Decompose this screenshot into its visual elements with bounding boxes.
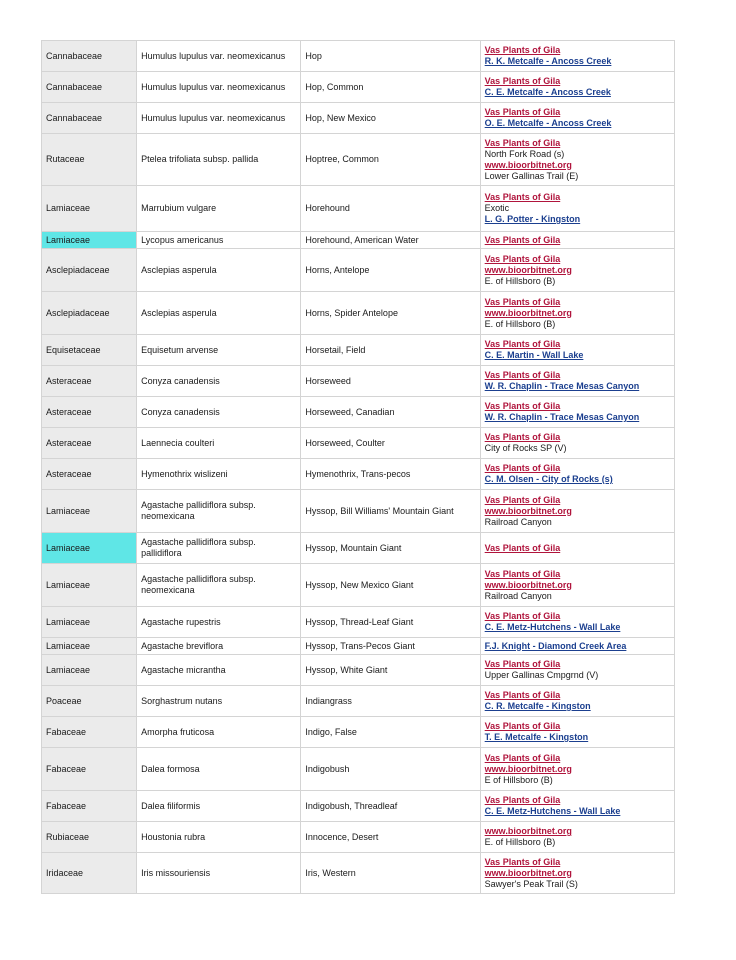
- family-cell: Rubiaceae: [42, 822, 137, 853]
- table-row: [42, 186, 675, 232]
- family-cell: Lamiaceae: [42, 655, 137, 686]
- common-name-cell: Hyssop, Thread-Leaf Giant: [301, 607, 480, 638]
- common-name-cell: Hop, New Mexico: [301, 103, 480, 134]
- reference-link[interactable]: Vas Plants of Gila: [484, 721, 561, 731]
- family-cell: Lamiaceae: [42, 232, 137, 249]
- reference-link[interactable]: www.bioorbitnet.org: [484, 307, 572, 318]
- reference-cell: [480, 655, 674, 686]
- reference-link[interactable]: www.bioorbitnet.org: [484, 867, 572, 878]
- reference-link[interactable]: Vas Plants of Gila: [484, 192, 561, 202]
- common-name-cell: Hymenothrix, Trans-pecos: [301, 459, 480, 490]
- scientific-name-cell: Humulus lupulus var. neomexicanus: [137, 41, 301, 72]
- scientific-name-cell: Hymenothrix wislizeni: [137, 459, 301, 490]
- reference-link[interactable]: www.bioorbitnet.org: [484, 505, 572, 516]
- common-name-cell: Innocence, Desert: [301, 822, 480, 853]
- reference-cell: [480, 103, 674, 134]
- family-cell: Equisetaceae: [42, 335, 137, 366]
- observer-link[interactable]: L. G. Potter - Kingston: [484, 214, 581, 224]
- observer-link[interactable]: C. E. Metz-Hutchens - Wall Lake: [484, 622, 621, 632]
- reference-link[interactable]: Vas Plants of Gila: [484, 795, 561, 805]
- scientific-name-cell: Marrubium vulgare: [137, 186, 301, 232]
- reference-cell: [480, 41, 674, 72]
- location-note: North Fork Road (s): [484, 148, 565, 159]
- table-row: [42, 607, 675, 638]
- scientific-name-cell: Humulus lupulus var. neomexicanus: [137, 72, 301, 103]
- location-note: Upper Gallinas Cmpgrnd (V): [484, 670, 599, 680]
- table-row: [42, 638, 675, 655]
- observer-link[interactable]: O. E. Metcalfe - Ancoss Creek: [484, 118, 612, 128]
- scientific-name-cell: Asclepias asperula: [137, 292, 301, 335]
- common-name-cell: Hyssop, Trans-Pecos Giant: [301, 638, 480, 655]
- table-row: [42, 249, 675, 292]
- common-name-cell: Hyssop, Bill Williams' Mountain Giant: [301, 490, 480, 533]
- family-cell: Lamiaceae: [42, 490, 137, 533]
- reference-link[interactable]: www.bioorbitnet.org: [484, 579, 572, 590]
- reference-cell: [480, 459, 674, 490]
- observer-link[interactable]: C. E. Metz-Hutchens - Wall Lake: [484, 806, 621, 816]
- common-name-cell: Indigobush, Threadleaf: [301, 791, 480, 822]
- family-cell: Fabaceae: [42, 717, 137, 748]
- scientific-name-cell: Conyza canadensis: [137, 366, 301, 397]
- family-cell: Asteraceae: [42, 459, 137, 490]
- common-name-cell: Hop: [301, 41, 480, 72]
- table-row: [42, 533, 675, 564]
- table-row: [42, 791, 675, 822]
- location-note: Exotic: [484, 203, 510, 213]
- common-name-cell: Indigobush: [301, 748, 480, 791]
- reference-link[interactable]: Vas Plants of Gila: [484, 752, 561, 763]
- reference-link[interactable]: Vas Plants of Gila: [484, 339, 561, 349]
- reference-link[interactable]: Vas Plants of Gila: [484, 76, 561, 86]
- common-name-cell: Horns, Spider Antelope: [301, 292, 480, 335]
- location-note: E. of Hillsboro (B): [484, 318, 556, 329]
- table-row: [42, 232, 675, 249]
- table-row: [42, 717, 675, 748]
- observer-link[interactable]: R. K. Metcalfe - Ancoss Creek: [484, 56, 612, 66]
- reference-link[interactable]: Vas Plants of Gila: [484, 494, 561, 505]
- family-cell: Asteraceae: [42, 366, 137, 397]
- common-name-cell: Hop, Common: [301, 72, 480, 103]
- reference-cell: [480, 638, 674, 655]
- family-cell: Asteraceae: [42, 428, 137, 459]
- observer-link[interactable]: T. E. Metcalfe - Kingston: [484, 732, 589, 742]
- reference-cell: [480, 335, 674, 366]
- common-name-cell: Iris, Western: [301, 853, 480, 894]
- reference-cell: [480, 853, 674, 894]
- table-row: [42, 72, 675, 103]
- reference-cell: [480, 607, 674, 638]
- reference-link[interactable]: www.bioorbitnet.org: [484, 826, 572, 836]
- table-row: [42, 41, 675, 72]
- family-cell: Lamiaceae: [42, 186, 137, 232]
- reference-link[interactable]: Vas Plants of Gila: [484, 568, 561, 579]
- reference-cell: [480, 72, 674, 103]
- reference-cell: [480, 822, 674, 853]
- observer-link[interactable]: C. E. Metcalfe - Ancoss Creek: [484, 87, 611, 97]
- common-name-cell: Hoptree, Common: [301, 134, 480, 186]
- reference-cell: [480, 134, 674, 186]
- observer-link[interactable]: W. R. Chaplin - Trace Mesas Canyon: [484, 381, 640, 391]
- scientific-name-cell: Lycopus americanus: [137, 232, 301, 249]
- reference-link[interactable]: www.bioorbitnet.org: [484, 159, 572, 170]
- common-name-cell: Hyssop, White Giant: [301, 655, 480, 686]
- reference-link[interactable]: Vas Plants of Gila: [484, 432, 561, 442]
- reference-cell: [480, 249, 674, 292]
- table-row: [42, 397, 675, 428]
- reference-cell: [480, 292, 674, 335]
- scientific-name-cell: Agastache pallidiflora subsp. neomexicana: [137, 490, 301, 533]
- family-cell: Asclepiadaceae: [42, 292, 137, 335]
- family-cell: Lamiaceae: [42, 533, 137, 564]
- table-row: [42, 335, 675, 366]
- table-row: [42, 428, 675, 459]
- observer-link[interactable]: W. R. Chaplin - Trace Mesas Canyon: [484, 412, 640, 422]
- common-name-cell: Horehound: [301, 186, 480, 232]
- scientific-name-cell: Conyza canadensis: [137, 397, 301, 428]
- reference-cell: [480, 397, 674, 428]
- scientific-name-cell: Laennecia coulteri: [137, 428, 301, 459]
- scientific-name-cell: Equisetum arvense: [137, 335, 301, 366]
- observer-link[interactable]: C. E. Martin - Wall Lake: [484, 350, 584, 360]
- family-cell: Rutaceae: [42, 134, 137, 186]
- table-row: [42, 822, 675, 853]
- species-table-body: [42, 41, 675, 894]
- family-cell: Fabaceae: [42, 791, 137, 822]
- scientific-name-cell: Agastache micrantha: [137, 655, 301, 686]
- reference-cell: [480, 791, 674, 822]
- reference-link[interactable]: Vas Plants of Gila: [484, 401, 561, 411]
- location-note: E. of Hillsboro (B): [484, 837, 556, 847]
- table-row: [42, 134, 675, 186]
- observer-link[interactable]: C. R. Metcalfe - Kingston: [484, 701, 591, 711]
- location-note: Sawyer's Peak Trail (S): [484, 878, 578, 889]
- reference-cell: [480, 533, 674, 564]
- observer-link[interactable]: F.J. Knight - Diamond Creek Area: [484, 640, 627, 651]
- observer-link[interactable]: C. M. Olsen - City of Rocks (s): [484, 474, 613, 484]
- common-name-cell: Horseweed: [301, 366, 480, 397]
- reference-cell: [480, 717, 674, 748]
- common-name-cell: Horns, Antelope: [301, 249, 480, 292]
- location-note: Railroad Canyon: [484, 516, 552, 527]
- location-note: E of Hillsboro (B): [484, 774, 553, 785]
- table-row: [42, 748, 675, 791]
- reference-link[interactable]: Vas Plants of Gila: [484, 45, 561, 55]
- reference-link[interactable]: Vas Plants of Gila: [484, 234, 561, 245]
- family-cell: Lamiaceae: [42, 607, 137, 638]
- reference-link[interactable]: Vas Plants of Gila: [484, 370, 561, 380]
- reference-link[interactable]: Vas Plants of Gila: [484, 296, 561, 307]
- family-cell: Asclepiadaceae: [42, 249, 137, 292]
- scientific-name-cell: Ptelea trifoliata subsp. pallida: [137, 134, 301, 186]
- family-cell: Lamiaceae: [42, 638, 137, 655]
- common-name-cell: Hyssop, New Mexico Giant: [301, 564, 480, 607]
- scientific-name-cell: Agastache pallidiflora subsp. pallidiflora: [137, 533, 301, 564]
- table-row: [42, 490, 675, 533]
- table-row: [42, 459, 675, 490]
- family-cell: Poaceae: [42, 686, 137, 717]
- scientific-name-cell: Agastache rupestris: [137, 607, 301, 638]
- scientific-name-cell: Houstonia rubra: [137, 822, 301, 853]
- reference-cell: [480, 748, 674, 791]
- reference-link[interactable]: Vas Plants of Gila: [484, 659, 561, 669]
- common-name-cell: Indiangrass: [301, 686, 480, 717]
- family-cell: Asteraceae: [42, 397, 137, 428]
- reference-link[interactable]: Vas Plants of Gila: [484, 107, 561, 117]
- reference-link[interactable]: Vas Plants of Gila: [484, 542, 561, 553]
- reference-link[interactable]: www.bioorbitnet.org: [484, 264, 572, 275]
- location-note: E. of Hillsboro (B): [484, 275, 556, 286]
- reference-link[interactable]: Vas Plants of Gila: [484, 856, 561, 867]
- scientific-name-cell: Agastache breviflora: [137, 638, 301, 655]
- family-cell: Fabaceae: [42, 748, 137, 791]
- location-note: Railroad Canyon: [484, 590, 552, 601]
- common-name-cell: Horseweed, Coulter: [301, 428, 480, 459]
- table-row: [42, 103, 675, 134]
- table-row: [42, 686, 675, 717]
- reference-cell: [480, 564, 674, 607]
- table-row: [42, 655, 675, 686]
- common-name-cell: Hyssop, Mountain Giant: [301, 533, 480, 564]
- reference-cell: [480, 686, 674, 717]
- family-cell: Cannabaceae: [42, 72, 137, 103]
- reference-link[interactable]: www.bioorbitnet.org: [484, 763, 572, 774]
- common-name-cell: Horehound, American Water: [301, 232, 480, 249]
- scientific-name-cell: Humulus lupulus var. neomexicanus: [137, 103, 301, 134]
- reference-cell: [480, 186, 674, 232]
- family-cell: Cannabaceae: [42, 103, 137, 134]
- reference-link[interactable]: Vas Plants of Gila: [484, 463, 561, 473]
- family-cell: Cannabaceae: [42, 41, 137, 72]
- scientific-name-cell: Iris missouriensis: [137, 853, 301, 894]
- table-row: [42, 564, 675, 607]
- common-name-cell: Horseweed, Canadian: [301, 397, 480, 428]
- species-table: [41, 40, 675, 894]
- location-note: Lower Gallinas Trail (E): [484, 170, 579, 181]
- common-name-cell: Indigo, False: [301, 717, 480, 748]
- table-row: [42, 853, 675, 894]
- scientific-name-cell: Dalea filiformis: [137, 791, 301, 822]
- scientific-name-cell: Dalea formosa: [137, 748, 301, 791]
- reference-cell: [480, 232, 674, 249]
- reference-cell: [480, 428, 674, 459]
- reference-cell: [480, 490, 674, 533]
- reference-cell: [480, 366, 674, 397]
- family-cell: Iridaceae: [42, 853, 137, 894]
- family-cell: Lamiaceae: [42, 564, 137, 607]
- table-row: [42, 366, 675, 397]
- reference-link[interactable]: Vas Plants of Gila: [484, 611, 561, 621]
- scientific-name-cell: Agastache pallidiflora subsp. neomexicana: [137, 564, 301, 607]
- reference-link[interactable]: Vas Plants of Gila: [484, 690, 561, 700]
- table-row: [42, 292, 675, 335]
- reference-link[interactable]: Vas Plants of Gila: [484, 137, 561, 148]
- scientific-name-cell: Amorpha fruticosa: [137, 717, 301, 748]
- reference-link[interactable]: Vas Plants of Gila: [484, 253, 561, 264]
- scientific-name-cell: Sorghastrum nutans: [137, 686, 301, 717]
- scientific-name-cell: Asclepias asperula: [137, 249, 301, 292]
- common-name-cell: Horsetail, Field: [301, 335, 480, 366]
- location-note: City of Rocks SP (V): [484, 443, 567, 453]
